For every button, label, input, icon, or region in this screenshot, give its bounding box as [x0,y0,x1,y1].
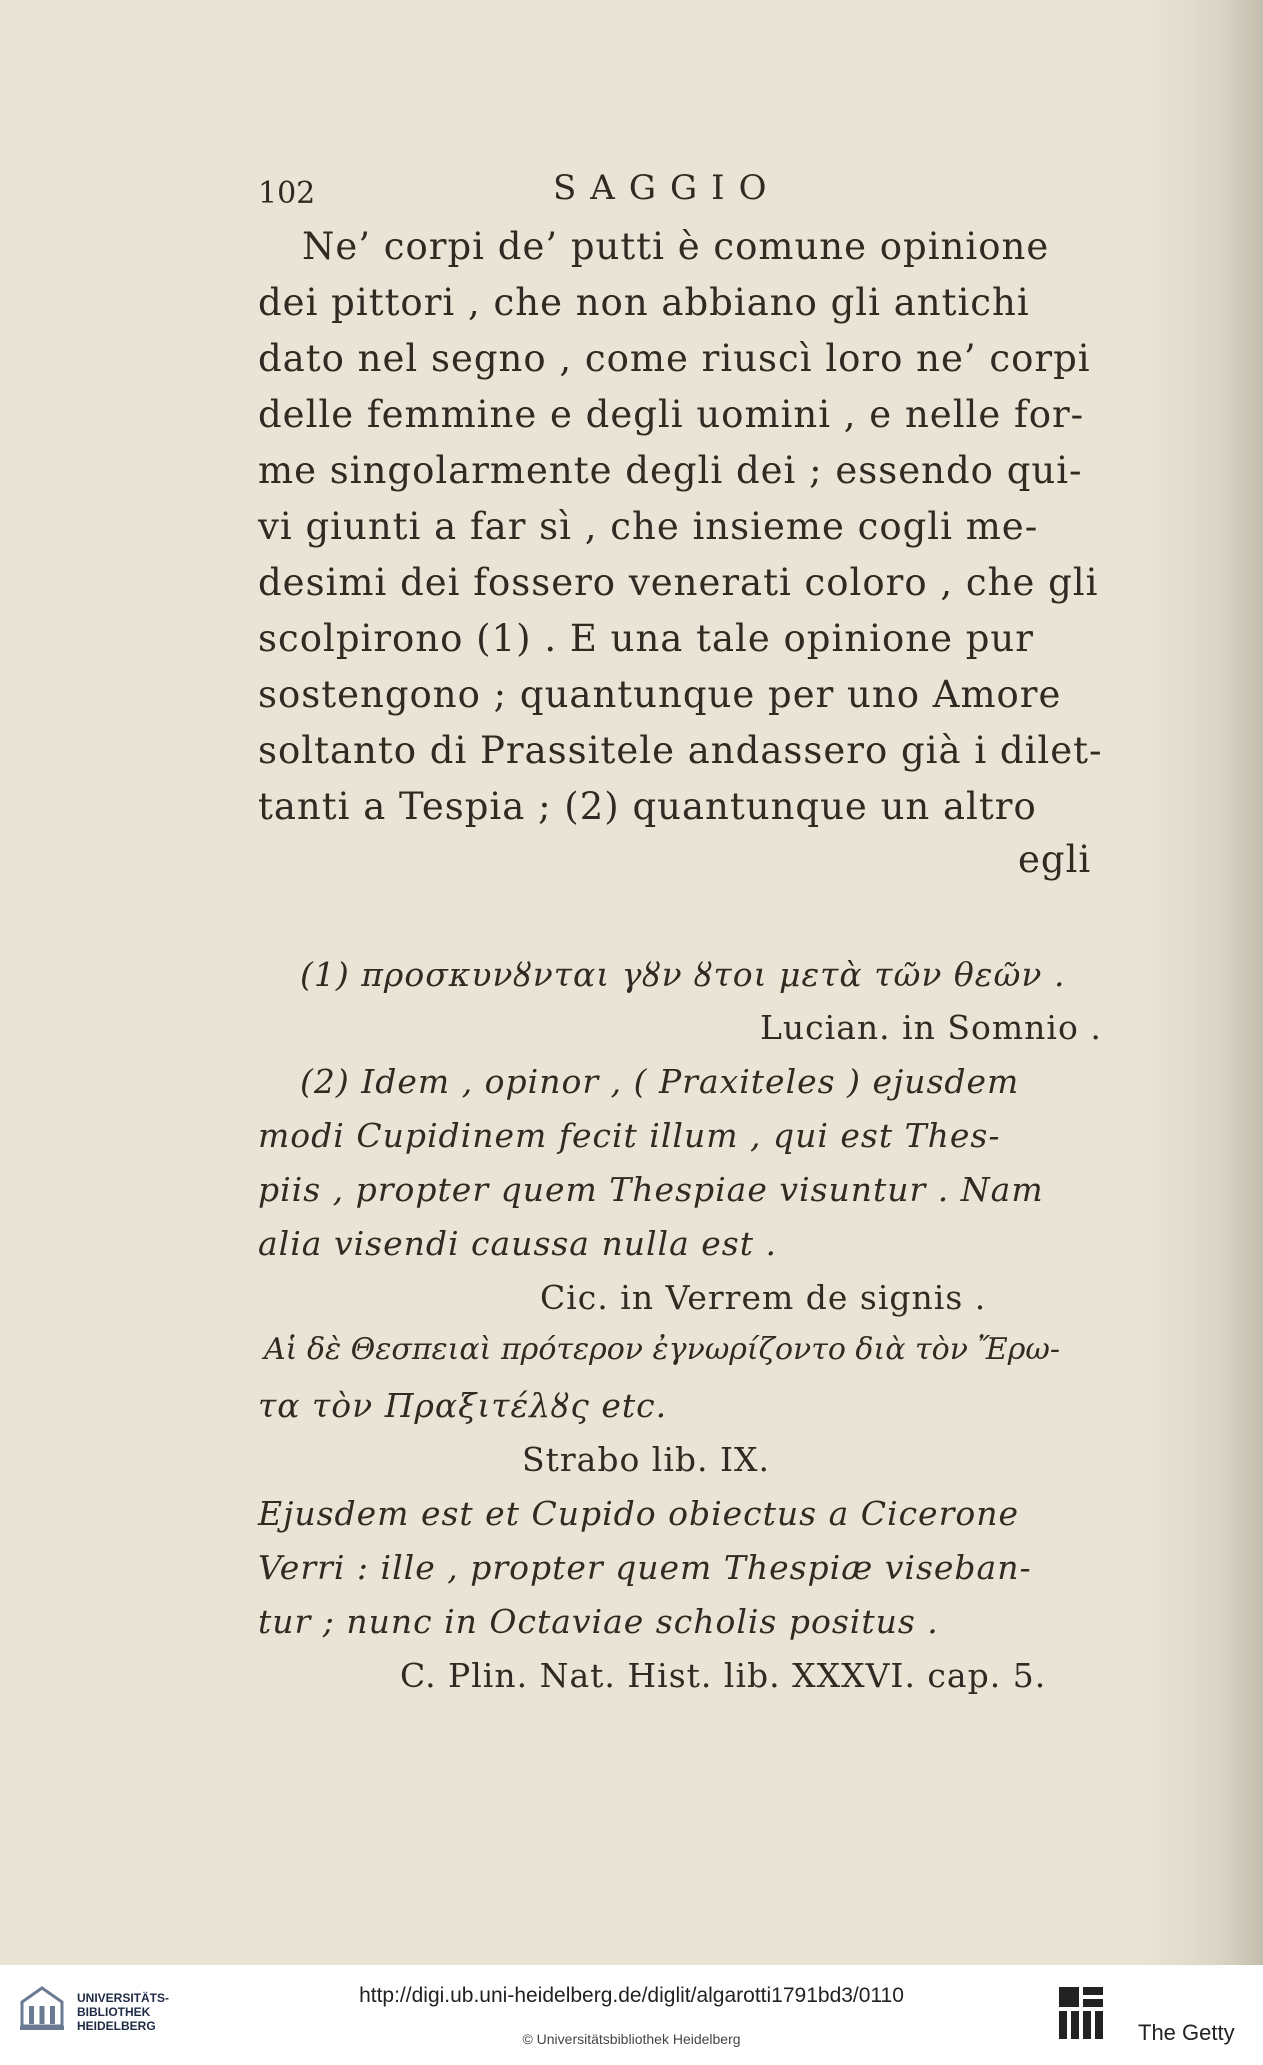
body-line: me singolarmente degli dei ; essendo qui- [258,449,1083,492]
footnote-3-greek: τα τὸν Πραξιτέλȣς etc. [258,1386,668,1425]
body-line: dei pittori , che non abbiano gli antichi [258,281,1030,324]
body-line: sostengono ; quantunque per uno Amore [258,673,1062,716]
footnote-1-source: Lucian. in Somnio . [760,1008,1102,1047]
body-line: delle femmine e degli uomini , e nelle for- [258,393,1085,436]
running-head: SAGGIO [553,168,781,208]
footnote-3-greek: Αἱ δὲ Θεσπειαὶ πρότερον ἐγνωρίζοντο διὰ τὸν Ἔρω- [264,1332,1060,1367]
footnote-4-source: C. Plin. Nat. Hist. lib. XXXVI. cap. 5. [400,1656,1047,1695]
footnote-4-line: Ejusdem est et Cupido obiectus a Cicerone [258,1494,1020,1533]
footnote-2-line: (2) Idem , opinor , ( Praxiteles ) ejusdem [300,1062,1020,1101]
source-url-link[interactable]: http://digi.ub.uni-heidelberg.de/diglit/algarotti1791bd3/0110 [359,1984,904,2007]
body-line: tanti a Tespia ; (2) quantunque un altro [258,785,1037,828]
library-name-line: BIBLIOTHEK [77,2005,151,2019]
catchword: egli [1018,838,1092,881]
body-line: vi giunti a far sì , che insieme cogli me- [258,505,1039,548]
body-line: desimi dei fossero venerati coloro , che gli [258,561,1099,604]
copyright-notice: © Universitätsbibliothek Heidelberg [522,2031,741,2047]
body-line: scolpirono (1) . E una tale opinione pur [258,617,1034,660]
footnote-2-source: Cic. in Verrem de signis . [540,1278,987,1317]
library-name-line: UNIVERSITÄTS- [77,1991,170,2005]
footnote-2-line: alia visendi caussa nulla est . [258,1224,777,1263]
body-line: Ne’ corpi de’ putti è comune opinione [302,225,1050,268]
spine-shadow [1143,0,1263,1965]
body-line: soltanto di Prassitele andassero già i dilet- [258,729,1103,772]
body-line: dato nel segno , come riuscì loro ne’ corpi [258,337,1091,380]
footnote-1-greek: (1) προσκυνȣνται γȣν ȣτοι μετὰ τῶν θεῶν . [300,955,1066,994]
footnote-4-line: Verri : ille , propter quem Thespiæ viseban- [258,1548,1032,1587]
getty-label: The Getty [1138,2020,1235,2045]
footnote-4-line: tur ; nunc in Octaviae scholis positus . [258,1602,939,1641]
footnote-2-line: modi Cupidinem fecit illum , qui est Thes- [258,1116,1001,1155]
page-number: 102 [258,176,316,211]
footnote-3-source: Strabo lib. IX. [522,1440,771,1479]
library-name-line: HEIDELBERG [77,2019,156,2033]
getty-logo-icon [1057,1985,1105,2043]
footnote-2-line: piis , propter quem Thespiae visuntur . Nam [258,1170,1044,1209]
